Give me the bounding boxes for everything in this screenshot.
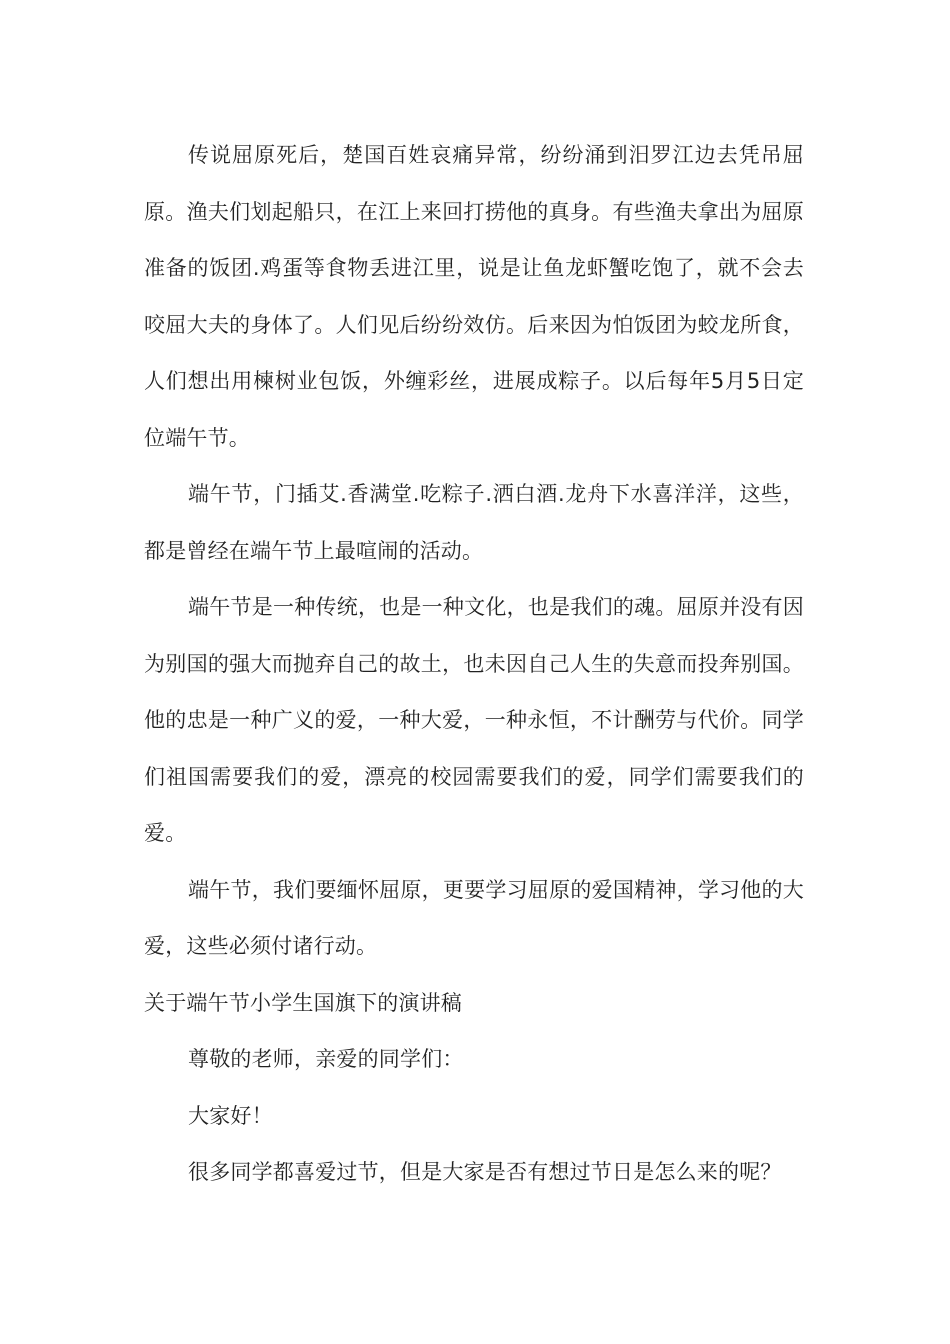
speech-greeting: 大家好！ [188, 1103, 273, 1128]
document-body [144, 127, 804, 1201]
paragraph-commemorate-qu-yuan: 端午节，我们要缅怀屈原，更要学习屈原的爱国精神，学习他的大爱，这些必须付诸行动。 [144, 877, 804, 958]
speech-salutation: 尊敬的老师，亲爱的同学们： [188, 1047, 464, 1071]
paragraph-tradition-and-love: 端午节是一种传统，也是一种文化，也是我们的魂。屈原并没有因为别国的强大而抛弃自己的故土，也未因自己人生的失意而投奔别国。他的忠是一种广义的爱，一种大爱，一种永恒，不计酬劳与代价。同学们祖国需要我们的爱，漂亮的校园需要我们的爱，同学们需要我们的爱。 [144, 595, 804, 845]
section-heading: 关于端午节小学生国旗下的演讲稿 [144, 990, 462, 1015]
paragraph-qu-yuan-legend: 传说屈原死后，楚国百姓哀痛异常，纷纷涌到汨罗江边去凭吊屈原。渔夫们划起船只，在江上来回打捞他的真身。有些渔夫拿出为屈原准备的饭团.鸡蛋等食物丢进江里，说是让鱼龙虾蟹吃饱了，就不会去咬屈大夫的身体了。人们见后纷纷效仿。后来因为怕饭团为蛟龙所食，人们想出用楝树业包饭，外缠彩丝，进展成粽子。以后每年5月5日定位端午节。 [144, 143, 804, 450]
speech-opening: 很多同学都喜爱过节，但是大家是否有想过节日是怎么来的呢？ [188, 1160, 782, 1184]
paragraph-festival-customs: 端午节，门插艾.香满堂.吃粽子.洒白酒.龙舟下水喜洋洋，这些，都是曾经在端午节上最喧闹的活动。 [144, 482, 804, 563]
